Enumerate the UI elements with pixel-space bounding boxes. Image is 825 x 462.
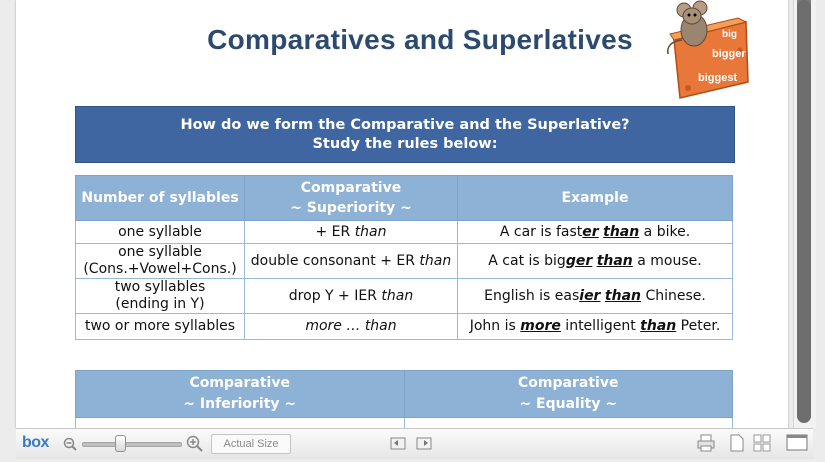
header-syllables: Number of syllables (76, 176, 245, 221)
rule-cell: + ER than (245, 221, 458, 244)
syllable-cell: two or more syllables (76, 314, 245, 340)
syllable-cell: one syllable (76, 221, 245, 244)
table-row (76, 279, 733, 314)
banner-instruction: Study the rules below: (312, 135, 498, 152)
zoom-in-icon[interactable] (186, 435, 203, 452)
mascot-word-bigger: bigger (712, 48, 746, 60)
zoom-slider[interactable] (82, 442, 182, 447)
header-example: Example (458, 176, 733, 221)
mascot-word-big: big (722, 29, 737, 40)
box-logo[interactable]: box (22, 434, 49, 451)
example-cell: A car is faster than a bike. (458, 221, 733, 244)
single-page-view-icon[interactable] (730, 434, 744, 452)
syllable-cell: one syllable (Cons.+Vowel+Cons.) (76, 244, 245, 279)
print-icon[interactable] (696, 434, 716, 452)
table-row (76, 314, 733, 340)
rule-cell: double consonant + ER than (245, 244, 458, 279)
header-comparative-superiority (245, 176, 458, 221)
mascot-word-biggest: biggest (698, 72, 738, 84)
fullscreen-icon[interactable] (786, 434, 808, 452)
header-comparative-inferiority: Comparative ~ Inferiority ~ (76, 371, 405, 418)
banner-question: How do we form the Comparative and the Superlative? (180, 116, 630, 133)
rules-banner (75, 106, 735, 163)
table-row (76, 244, 733, 279)
actual-size-button[interactable]: Actual Size (211, 434, 291, 454)
rule-cell: more … than (245, 314, 458, 340)
header-comparative-equality: Comparative ~ Equality ~ (404, 371, 733, 418)
example-cell: John is more intelligent than Peter. (458, 314, 733, 340)
inferiority-equality-table (75, 370, 733, 433)
header-comparative-label: Comparative (300, 180, 402, 196)
grid-view-icon[interactable] (753, 434, 771, 452)
syllable-cell: two syllables (ending in Y) (76, 279, 245, 314)
rotate-left-icon[interactable] (388, 435, 408, 451)
table-row (76, 221, 733, 244)
rule-cell: drop Y + IER than (245, 279, 458, 314)
superiority-rules-table (75, 175, 733, 340)
header-superiority-label: ~ Superiority ~ (290, 200, 412, 216)
rotate-right-icon[interactable] (414, 435, 434, 451)
page-title: Comparatives and Superlatives (207, 24, 633, 55)
example-cell: English is easier than Chinese. (458, 279, 733, 314)
mouse-cheese-illustration (654, 0, 750, 100)
zoom-out-icon[interactable] (63, 437, 77, 451)
viewer-toolbar (16, 428, 813, 459)
zoom-slider-handle[interactable] (115, 435, 126, 452)
example-cell: A cat is bigger than a mouse. (458, 244, 733, 279)
scrollbar-rail[interactable] (797, 0, 811, 423)
